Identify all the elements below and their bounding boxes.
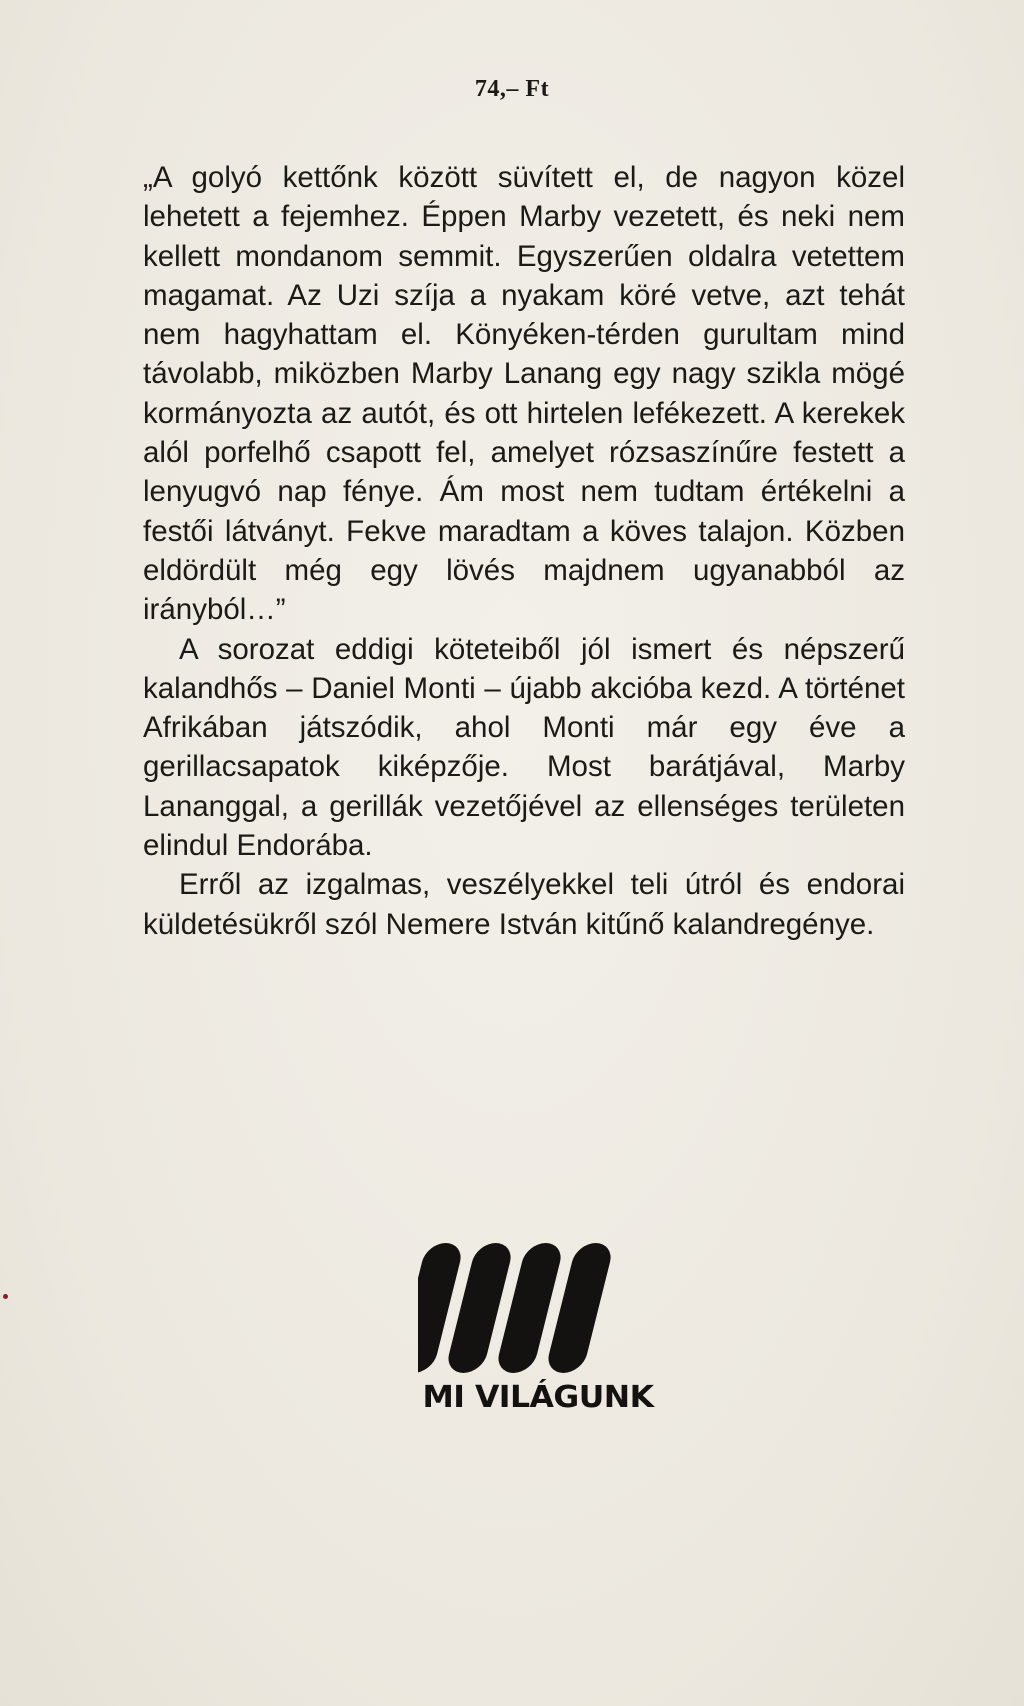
publisher-logo (418, 1238, 658, 1418)
publisher-name: MI VILÁGUNK (422, 1380, 654, 1415)
closing-paragraph: Erről az izgalmas, veszélyekkel teli útról és endorai küldetésükről szól Nemere István kitűnő kalandregénye. (143, 868, 905, 941)
quote-paragraph: „A golyó kettőnk között süvített el, de nagyon közel lehetett a fejemhez. Éppen Marby vezetett, és neki nem kellett mondanom semmit. Egyszerűen oldalra vetettem magamat. Az Uzi szíja a nyakam köré vetve, azt tehát nem hagyhattam el. Könyéken-térden gurultam mind távolabb, miközben Marby Lanang egy nagy szikla mögé kormányozta az autót, és ott hirtelen lefékezett. A kerekek alól porfelhő csapott fel, amelyet rózsaszínűre festett a lenyugvó nap fénye. Ám most nem tudtam értékelni a festői látványt. Fekve maradtam a köves talajon. Közben eldördült még egy lövés majdnem ugyanabból az irányból…” (143, 161, 905, 627)
mv-monogram-icon (418, 1238, 658, 1378)
description-paragraph: A sorozat eddigi köteteiből jól ismert és népszerű kalandhős – Daniel Monti – újabb akcióba kezd. A történet Afrikában játszódik, ahol Monti már egy éve a gerillacsapatok kiképzője. Most barátjával, Marby Lananggal, a gerillák vezetőjével az ellenséges területen elindul Endorába. (143, 632, 905, 863)
blurb-text (143, 158, 905, 944)
paper-speck (3, 1294, 8, 1299)
price-label: 74,– Ft (474, 76, 550, 102)
